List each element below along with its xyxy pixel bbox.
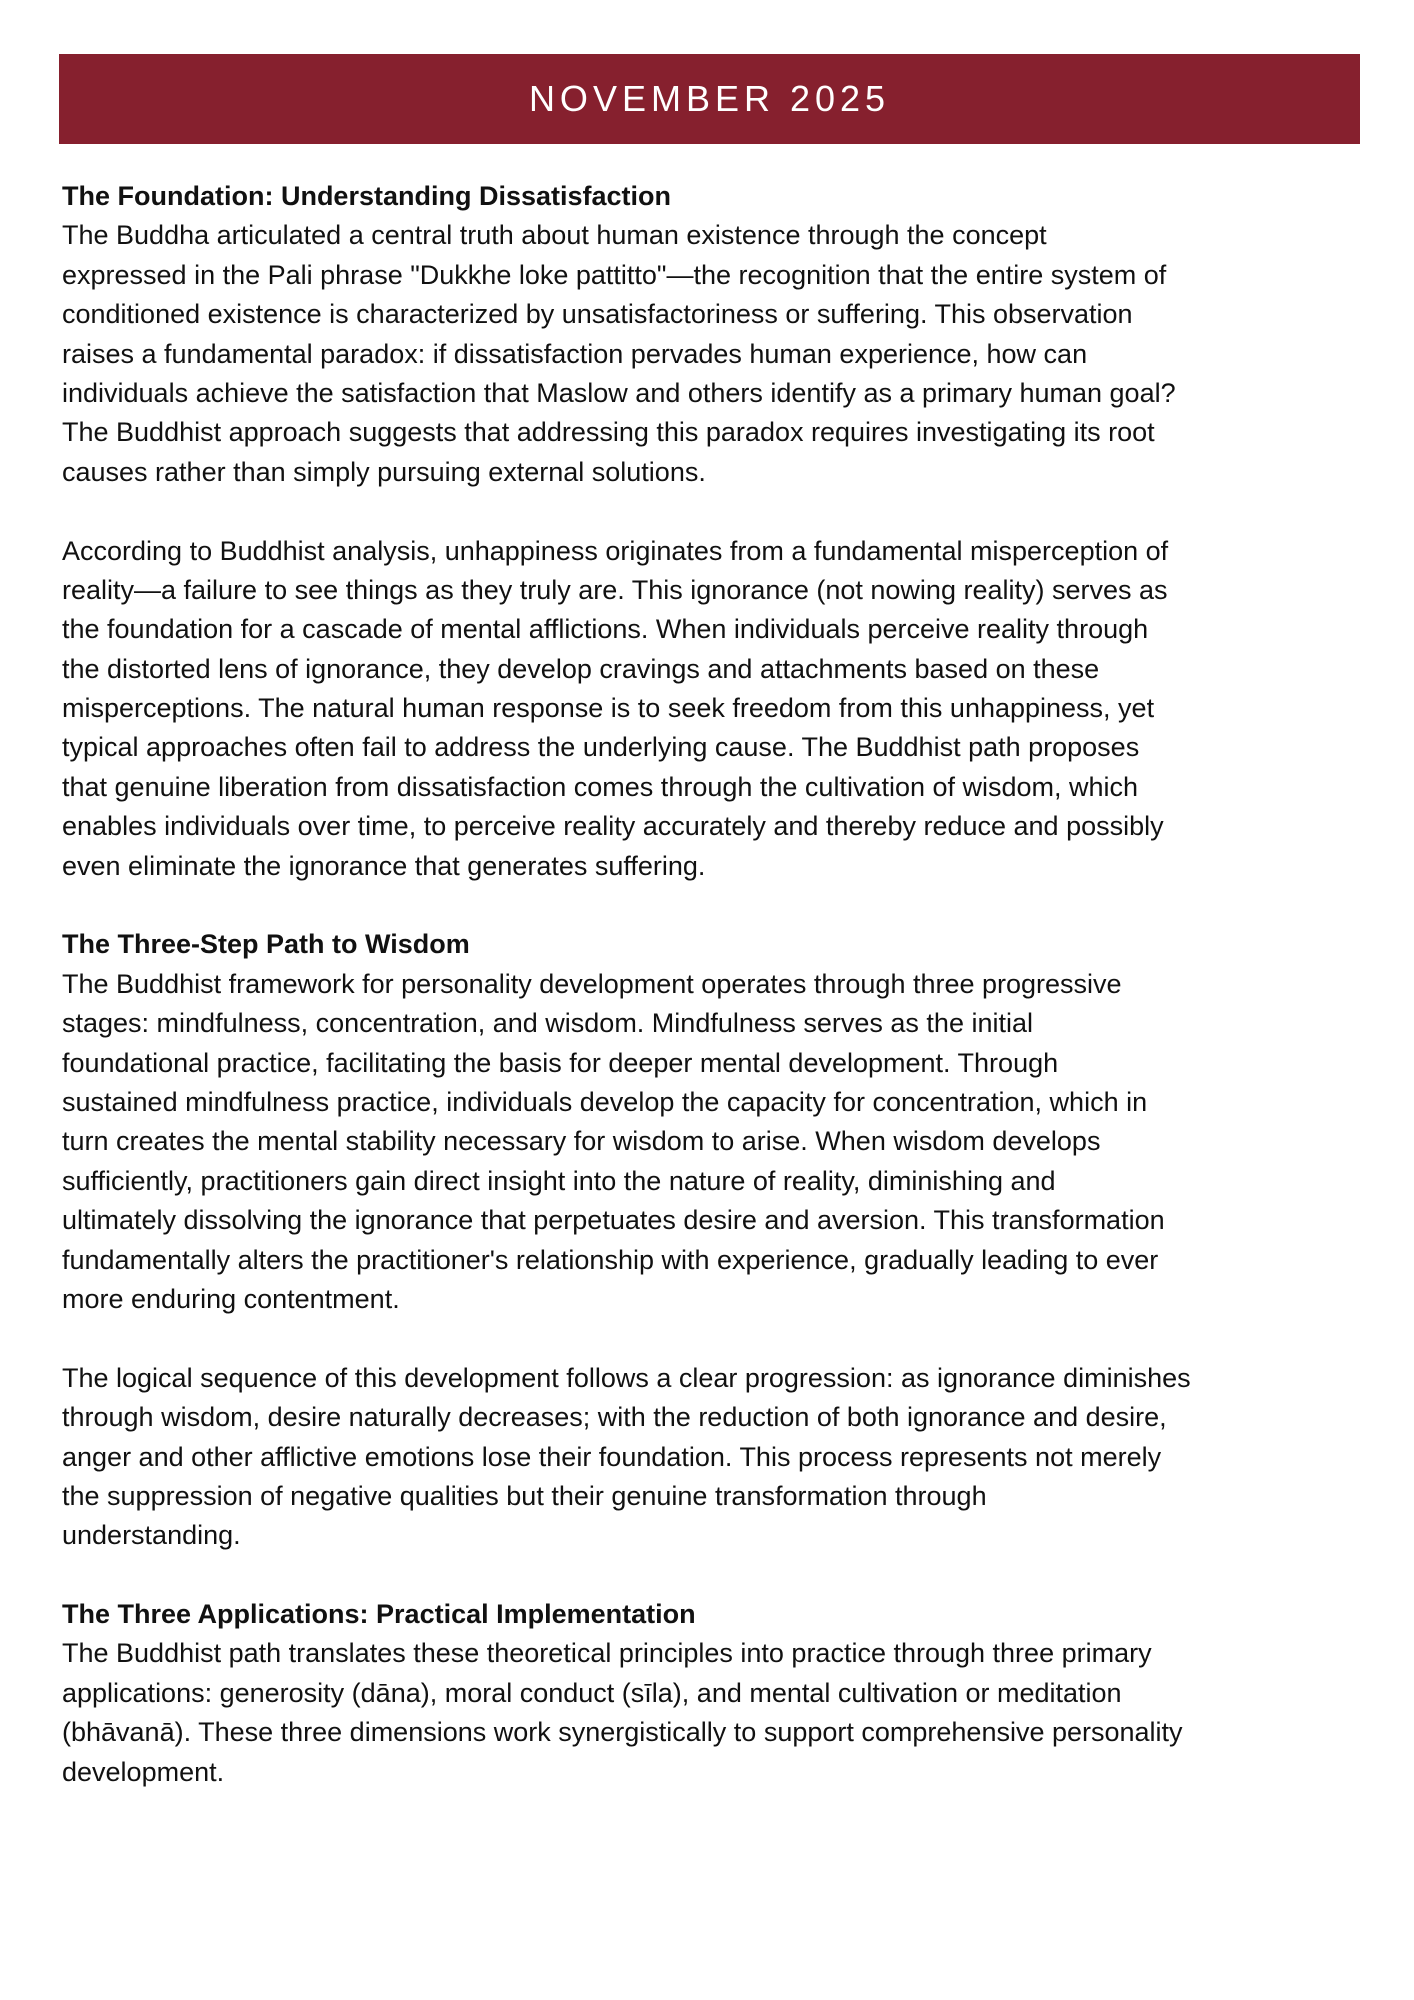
paragraph-line: that genuine liberation from dissatisfaction comes through the cultivation of wisdom, which: [62, 771, 1139, 802]
paragraph-spacer: [62, 1319, 1382, 1358]
paragraph-line: sufficiently, practitioners gain direct insight into the nature of reality, diminishing and: [62, 1165, 1056, 1196]
section-heading: The Foundation: Understanding Dissatisfaction: [62, 181, 672, 211]
section-spacer: [62, 1556, 1382, 1595]
paragraph: [62, 532, 1382, 887]
paragraph-line: reality—a failure to see things as they truly are. This ignorance (not nowing reality) serves as: [62, 574, 1168, 605]
article-section: [62, 177, 1382, 886]
paragraph-line: anger and other afflictive emotions lose their foundation. This process represents not merely: [62, 1441, 1162, 1472]
paragraph-line: ultimately dissolving the ignorance that perpetuates desire and aversion. This transformation: [62, 1205, 1165, 1236]
paragraph-line: individuals achieve the satisfaction that Maslow and others identify as a primary human goal?: [62, 377, 1176, 408]
paragraph-line: foundational practice, facilitating the basis for deeper mental development. Through: [62, 1047, 1059, 1078]
paragraph-line: through wisdom, desire naturally decreases; with the reduction of both ignorance and desire,: [62, 1402, 1167, 1433]
paragraph: [62, 1634, 1382, 1792]
section-spacer: [62, 886, 1382, 925]
paragraph-line: fundamentally alters the practitioner's relationship with experience, gradually leading to ever: [62, 1244, 1159, 1275]
paragraph: [62, 965, 1382, 1320]
paragraph-line: causes rather than simply pursuing external solutions.: [62, 456, 706, 487]
paragraph-line: even eliminate the ignorance that generates suffering.: [62, 850, 706, 881]
paragraph-line: turn creates the mental stability necessary for wisdom to arise. When wisdom develops: [62, 1126, 1101, 1157]
paragraph: [62, 1359, 1382, 1556]
paragraph-line: stages: mindfulness, concentration, and wisdom. Mindfulness serves as the initial: [62, 1008, 1033, 1039]
paragraph-line: The Buddhist approach suggests that addressing this paradox requires investigating its root: [62, 417, 1155, 448]
paragraph-line: more enduring contentment.: [62, 1283, 400, 1314]
paragraph-line: understanding.: [62, 1520, 241, 1551]
paragraph-line: the foundation for a cascade of mental afflictions. When individuals perceive reality through: [62, 614, 1149, 645]
paragraph-line: the suppression of negative qualities but their genuine transformation through: [62, 1480, 987, 1511]
section-heading: The Three Applications: Practical Implementation: [62, 1599, 696, 1630]
article-section: [62, 1595, 1382, 1792]
paragraph: [62, 216, 1382, 492]
paragraph-line: expressed in the Pali phrase "Dukkhe loke pattitto"—the recognition that the entire system of: [62, 259, 1167, 290]
paragraph-line: The Buddhist path translates these theoretical principles into practice through three primary: [62, 1638, 1152, 1669]
section-heading: The Three-Step Path to Wisdom: [62, 929, 470, 960]
article-body: [62, 177, 1382, 1792]
paragraph-line: development.: [62, 1756, 225, 1787]
paragraph-line: enables individuals over time, to perceive reality accurately and thereby reduce and possibly: [62, 811, 1164, 842]
paragraph-line: applications: generosity (dāna), moral conduct (sīla), and mental cultivation or meditation: [62, 1677, 1122, 1708]
paragraph-line: (bhāvanā). These three dimensions work synergistically to support comprehensive personality: [62, 1717, 1183, 1748]
paragraph-line: raises a fundamental paradox: if dissatisfaction pervades human experience, how can: [62, 338, 1088, 369]
paragraph-line: the distorted lens of ignorance, they develop cravings and attachments based on these: [62, 653, 1100, 684]
paragraph-line: conditioned existence is characterized by unsatisfactoriness or suffering. This observation: [62, 299, 1133, 330]
paragraph-line: The Buddha articulated a central truth about human existence through the concept: [62, 220, 1047, 251]
paragraph-line: According to Buddhist analysis, unhappiness originates from a fundamental misperception of: [62, 535, 1169, 566]
paragraph-line: The Buddhist framework for personality development operates through three progressive: [62, 968, 1122, 999]
banner-title: NOVEMBER 2025: [528, 78, 891, 119]
article-section: [62, 925, 1382, 1555]
paragraph-line: misperceptions. The natural human response is to seek freedom from this unhappiness, yet: [62, 693, 1155, 724]
month-banner: [59, 54, 1360, 144]
paragraph-line: The logical sequence of this development follows a clear progression: as ignorance diminishes: [62, 1362, 1191, 1393]
paragraph-line: sustained mindfulness practice, individuals develop the capacity for concentration, which in: [62, 1086, 1148, 1117]
paragraph-spacer: [62, 492, 1382, 531]
paragraph-line: typical approaches often fail to address the underlying cause. The Buddhist path proposes: [62, 732, 1140, 763]
